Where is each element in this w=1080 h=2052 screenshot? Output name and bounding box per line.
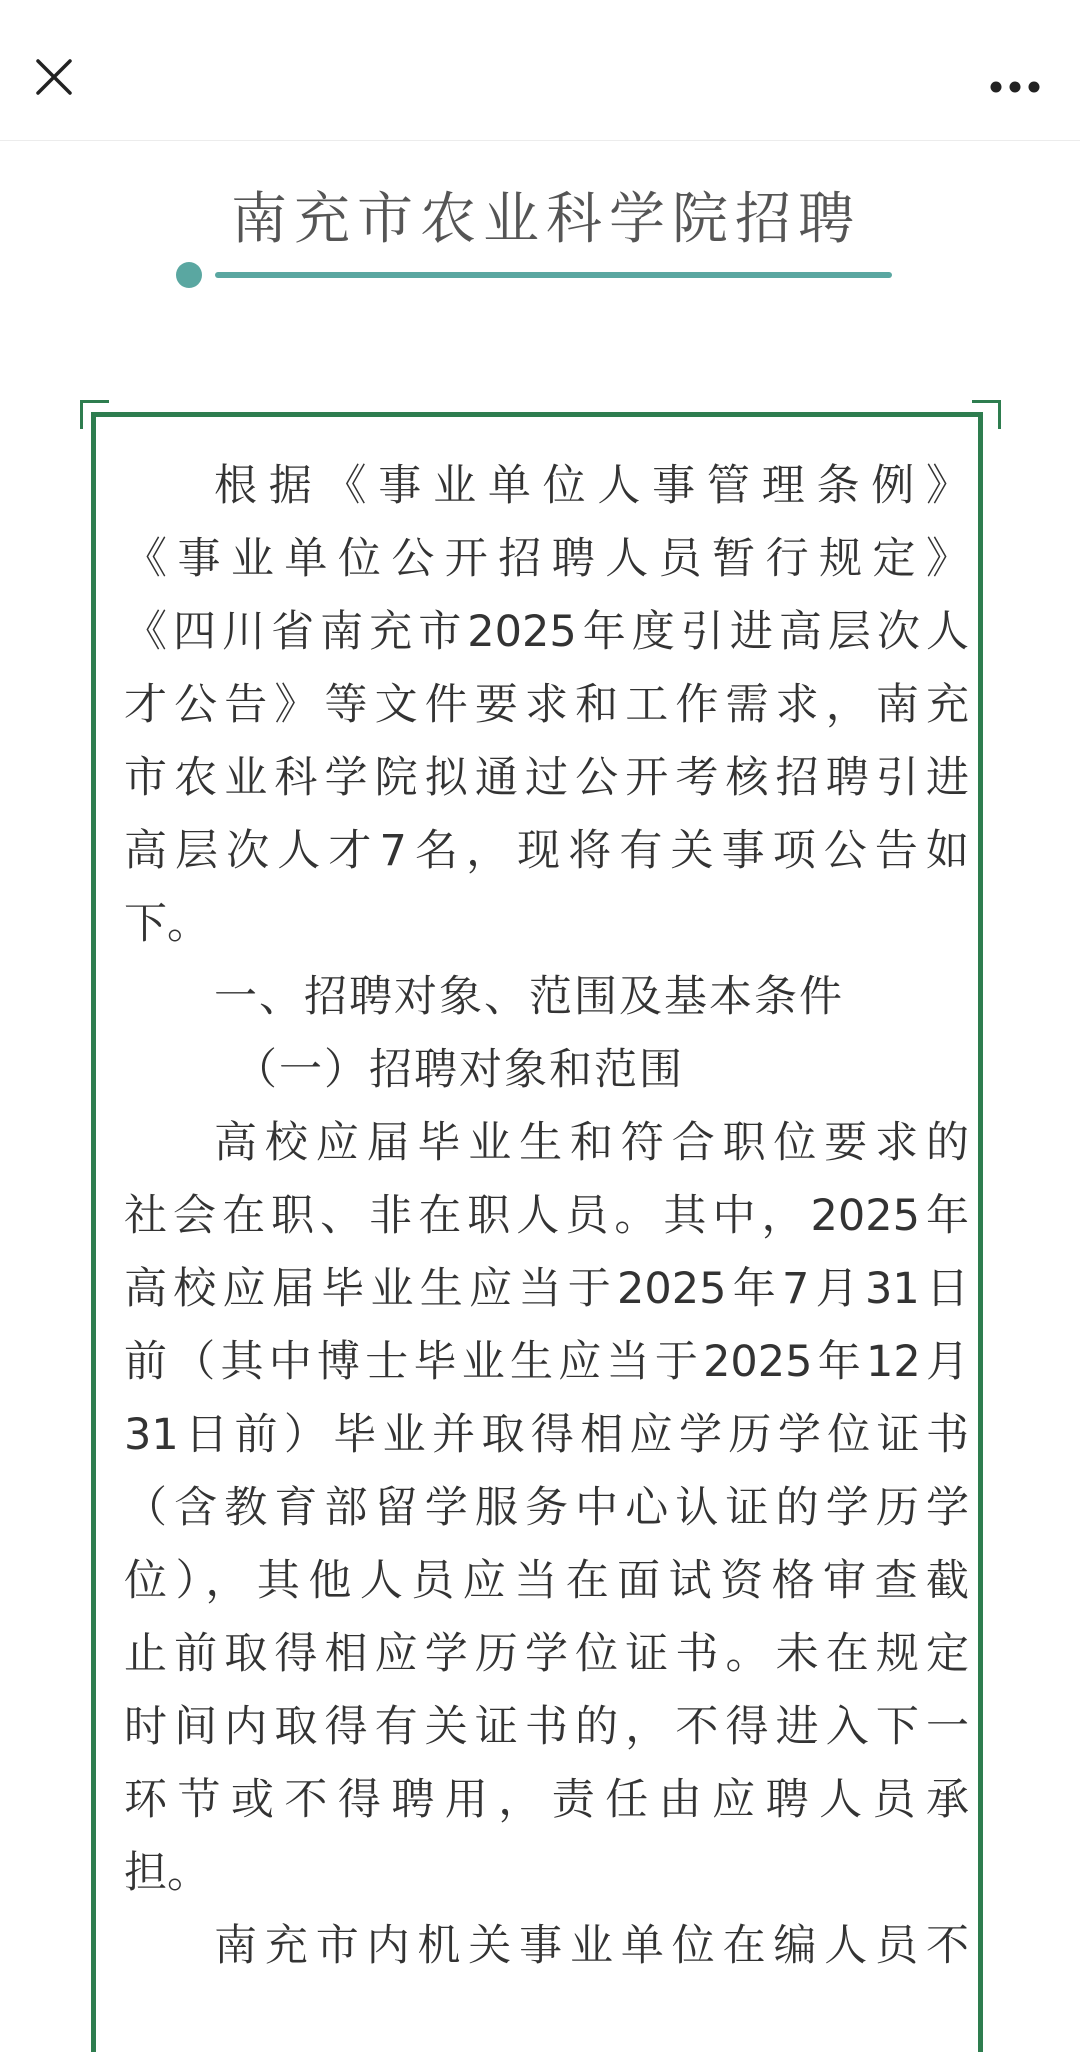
title-underline bbox=[215, 272, 892, 278]
article-body bbox=[124, 450, 969, 1983]
paragraph-line: 担。 bbox=[124, 1848, 210, 1898]
paragraph-line: （含教育部留学服务中心认证的学历学 bbox=[124, 1483, 969, 1533]
more-options-button[interactable] bbox=[980, 55, 1050, 119]
paragraph-line: 市农业科学院拟通过公开考核招聘引进 bbox=[124, 753, 969, 803]
more-horizontal-icon bbox=[989, 80, 1041, 94]
paragraph-line: 环节或不得聘用，责任由应聘人员承 bbox=[124, 1775, 969, 1825]
paragraph-line: 下。 bbox=[124, 899, 210, 949]
article-title: 南充市农业科学院招聘 bbox=[231, 187, 861, 252]
subsection-heading: （一）招聘对象和范围 bbox=[234, 1045, 684, 1095]
top-nav-bar bbox=[0, 0, 1080, 141]
paragraph-line: 高校应届毕业生和符合职位要求的 bbox=[214, 1118, 969, 1168]
paragraph-line: 31日前）毕业并取得相应学历学位证书 bbox=[124, 1410, 969, 1460]
section-heading: 一、招聘对象、范围及基本条件 bbox=[214, 972, 844, 1022]
paragraph-line: 才公告》等文件要求和工作需求，南充 bbox=[124, 680, 969, 730]
article-title-wrap bbox=[0, 180, 1080, 260]
paragraph-line: 位），其他人员应当在面试资格审查截 bbox=[124, 1556, 969, 1606]
paragraph-line: 社会在职、非在职人员。其中，2025年 bbox=[124, 1191, 969, 1241]
close-button[interactable] bbox=[22, 45, 86, 109]
paragraph-line: 《四川省南充市2025年度引进高层次人 bbox=[124, 607, 969, 657]
paragraph-line: 《事业单位公开招聘人员暂行规定》 bbox=[124, 534, 969, 584]
paragraph-line: 根据《事业单位人事管理条例》 bbox=[214, 461, 969, 511]
close-icon bbox=[34, 57, 74, 97]
paragraph-line: 高校应届毕业生应当于2025年7月31日 bbox=[124, 1264, 969, 1314]
paragraph-line: 时间内取得有关证书的，不得进入下一 bbox=[124, 1702, 969, 1752]
paragraph-line: 高层次人才7名，现将有关事项公告如 bbox=[124, 826, 969, 876]
paragraph-line: 前（其中博士毕业生应当于2025年12月 bbox=[124, 1337, 969, 1387]
paragraph-line: 止前取得相应学历学位证书。未在规定 bbox=[124, 1629, 969, 1679]
paragraph-line: 南充市内机关事业单位在编人员不 bbox=[214, 1921, 969, 1971]
title-decoration-dot bbox=[176, 262, 202, 288]
